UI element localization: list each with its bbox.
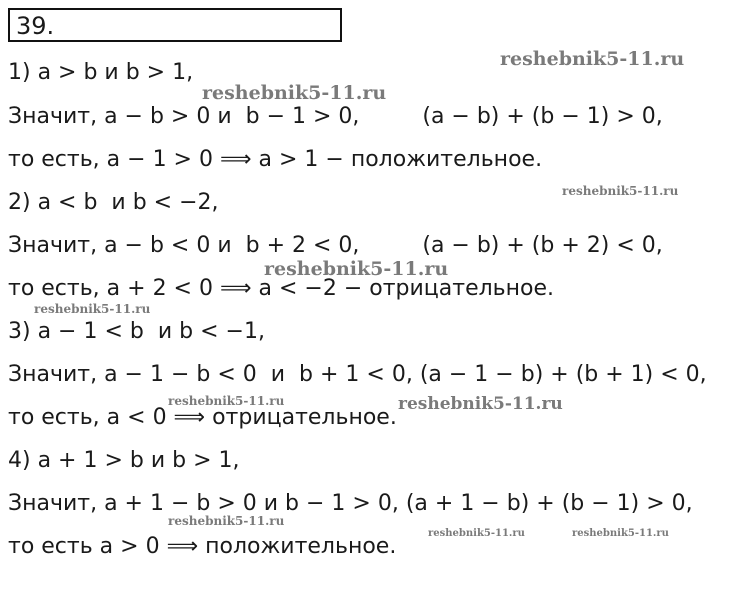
watermark: reshebnik5-11.ru [562,184,679,198]
case-1-inference: Значит, a − b > 0 и b − 1 > 0, (a − b) + (b − 1) > 0, [8,104,663,129]
case-4-heading: 4) a + 1 > b и b > 1, [8,448,240,473]
case-1-conclusion: то есть, a − 1 > 0 ⟹ a > 1 − положительное. [8,147,543,172]
watermark: reshebnik5-11.ru [202,82,387,104]
watermark: reshebnik5-11.ru [572,528,669,539]
case-4-conclusion: то есть a > 0 ⟹ положительное. [8,534,397,559]
case-4-inference: Значит, a + 1 − b > 0 и b − 1 > 0, (a + 1 − b) + (b − 1) > 0, [8,491,693,516]
watermark: reshebnik5-11.ru [264,258,449,280]
watermark: reshebnik5-11.ru [500,48,685,70]
watermark: reshebnik5-11.ru [168,394,285,408]
case-2-inference: Значит, a − b < 0 и b + 2 < 0, (a − b) + (b + 2) < 0, [8,233,663,258]
case-3-inference: Значит, a − 1 − b < 0 и b + 1 < 0, (a − 1 − b) + (b + 1) < 0, [8,362,707,387]
watermark: reshebnik5-11.ru [168,514,285,528]
case-2-heading: 2) a < b и b < −2, [8,190,219,215]
case-3-heading: 3) a − 1 < b и b < −1, [8,319,265,344]
case-3-conclusion: то есть, a < 0 ⟹ отрицательное. [8,405,397,430]
watermark: reshebnik5-11.ru [34,302,151,316]
watermark: reshebnik5-11.ru [428,528,525,539]
case-2-conclusion: то есть, a + 2 < 0 ⟹ a < −2 − отрицательное. [8,276,555,301]
task-number: 39. [16,12,55,40]
watermark: reshebnik5-11.ru [398,394,563,414]
case-1-heading: 1) a > b и b > 1, [8,60,194,85]
task-number-box [8,8,342,42]
